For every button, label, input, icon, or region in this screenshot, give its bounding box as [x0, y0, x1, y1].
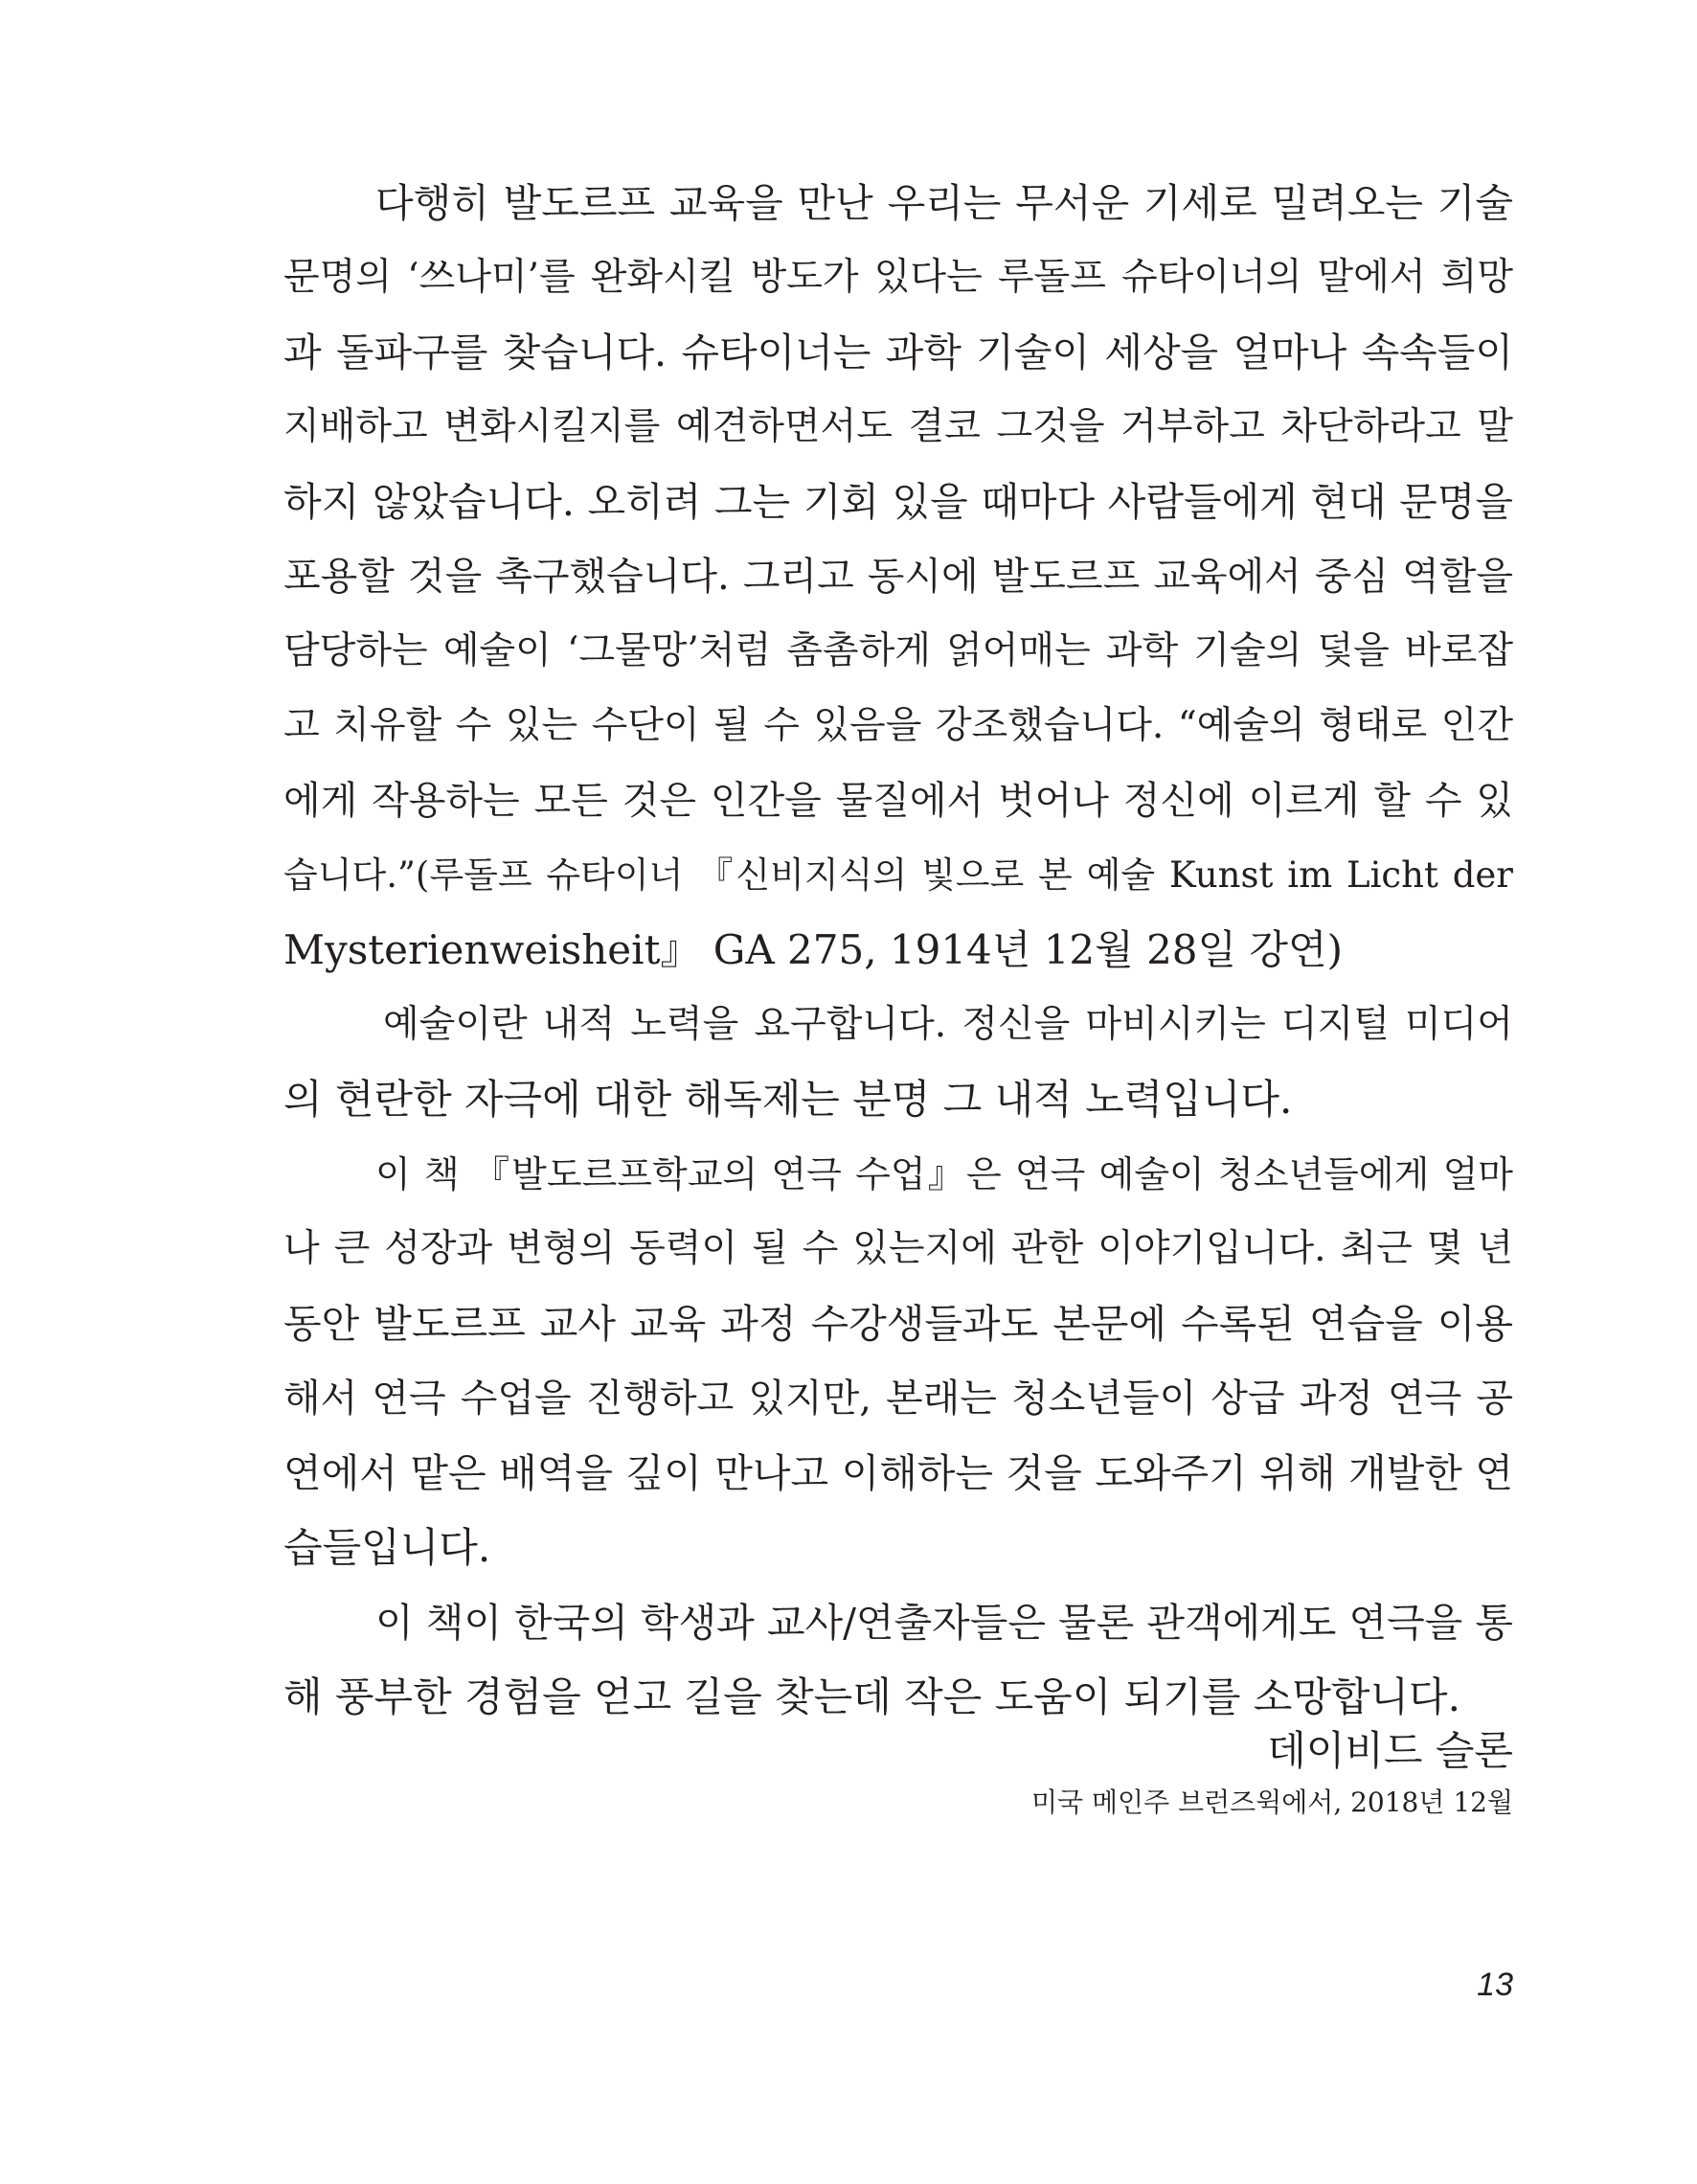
paragraph-1-line-10: 습니다.”(루돌프 슈타이너 『신비지식의 빛으로 본 예술 Kunst im Licht der: [283, 854, 1513, 896]
paragraph-1-line-6: 포용할 것을 촉구했습니다. 그리고 동시에 발도르프 교육에서 중심 역할을: [283, 555, 1513, 599]
paragraph-3-line-5: 연에서 맡은 배역을 깊이 만나고 이해하는 것을 도와주기 위해 개발한 연: [283, 1450, 1513, 1496]
paragraph-3-line-4: 해서 연극 수업을 진행하고 있지만, 본래는 청소년들이 상급 과정 연극 공: [283, 1376, 1513, 1421]
paragraph-1-line-3: 과 돌파구를 찾습니다. 슈타이너는 과학 기술이 세상을 얼마나 속속들이: [283, 330, 1513, 375]
paragraph-3-line-2: 나 큰 성장과 변형의 동력이 될 수 있는지에 관한 이야기입니다. 최근 몇 년: [283, 1227, 1513, 1270]
paragraph-4-line-2: 해 풍부한 경험을 얻고 길을 찾는데 작은 도움이 되기를 소망합니다.: [283, 1673, 1460, 1720]
page-number: 13: [1477, 1967, 1513, 2003]
paragraph-1-line-2: 문명의 ‘쓰나미’를 완화시킬 방도가 있다는 루돌프 슈타이너의 말에서 희망: [283, 256, 1513, 299]
place-date: 미국 메인주 브런즈윅에서, 2018년 12월: [1030, 1786, 1513, 1818]
paragraph-2-line-2: 의 현란한 자극에 대한 해독제는 분명 그 내적 노력입니다.: [283, 1076, 1293, 1123]
paragraph-1-line-11: Mysterienweisheit』 GA 275, 1914년 12월 28일 강연): [283, 926, 1343, 973]
paragraph-1-line-4: 지배하고 변화시킬지를 예견하면서도 결코 그것을 거부하고 차단하라고 말: [283, 405, 1513, 448]
paragraph-1-line-5: 하지 않았습니다. 오히려 그는 기회 있을 때마다 사람들에게 현대 문명을: [283, 479, 1513, 525]
paragraph-1-line-7: 담당하는 예술이 ‘그물망’처럼 촘촘하게 얽어매는 과학 기술의 덫을 바로잡: [283, 629, 1513, 672]
paragraph-3-line-3: 동안 발도르프 교사 교육 과정 수강생들과도 본문에 수록된 연습을 이용: [283, 1301, 1513, 1347]
paragraph-2-line-1: 예술이란 내적 노력을 요구합니다. 정신을 마비시키는 디지털 미디어: [383, 1003, 1513, 1046]
paragraph-1-line-8: 고 치유할 수 있는 수단이 될 수 있음을 강조했습니다. “예술의 형태로 인간: [283, 704, 1513, 747]
paragraph-4-line-1: 이 책이 한국의 학생과 교사/연출자들은 물론 관객에게도 연극을 통: [375, 1600, 1513, 1646]
paragraph-3-line-6: 습들입니다.: [283, 1524, 491, 1571]
paragraph-1-line-1: 다행히 발도르프 교육을 만난 우리는 무서운 기세로 밀려오는 기술: [375, 180, 1513, 226]
author-signature: 데이비드 슬론: [1267, 1727, 1513, 1774]
paragraph-3-line-1: 이 책 『발도르프학교의 연극 수업』은 연극 예술이 청소년들에게 얼마: [375, 1153, 1513, 1195]
paragraph-1-line-9: 에게 작용하는 모든 것은 인간을 물질에서 벗어나 정신에 이르게 할 수 있: [283, 779, 1513, 823]
